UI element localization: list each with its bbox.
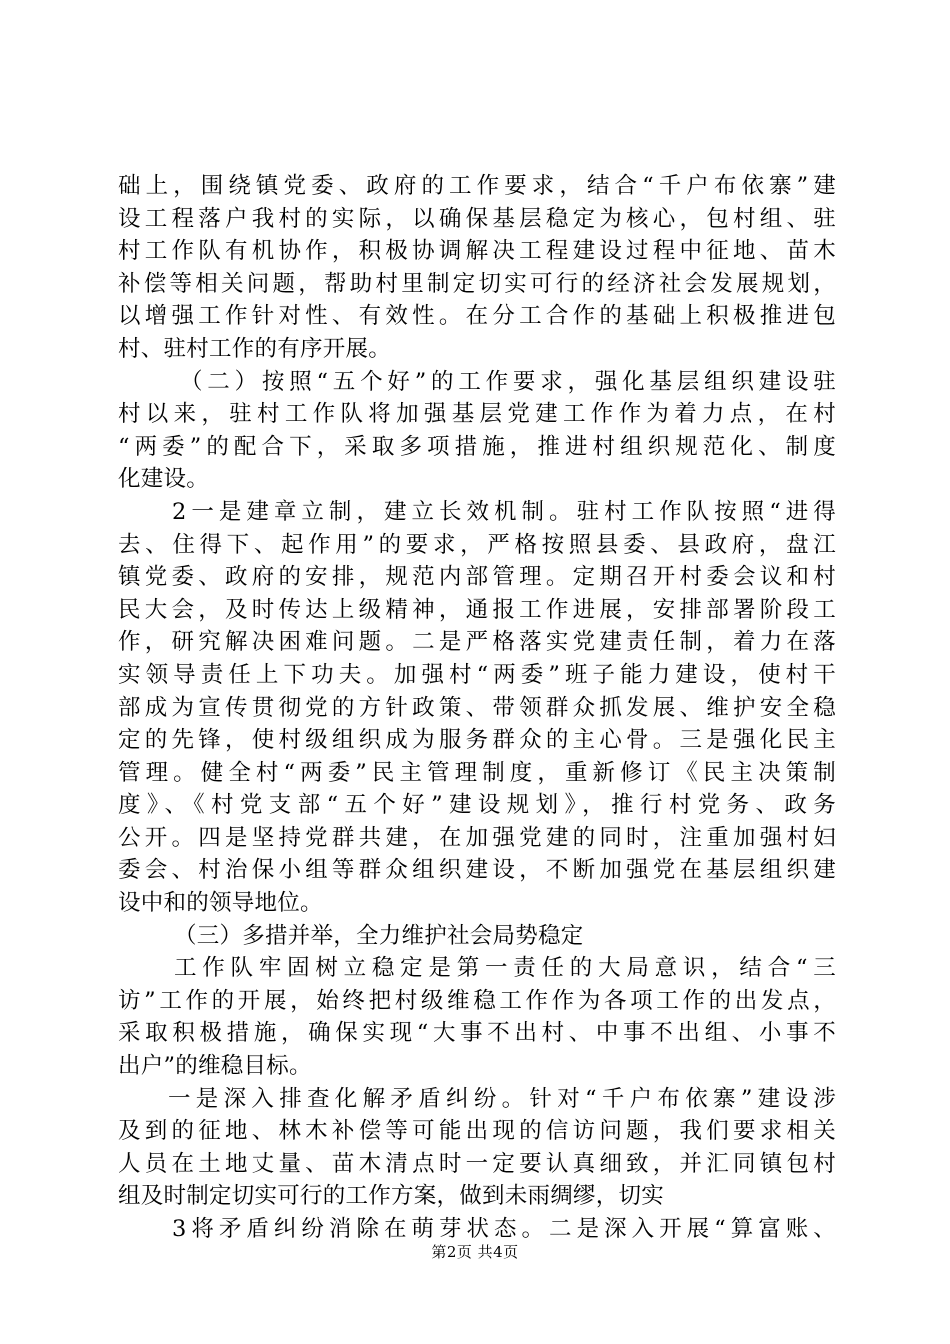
text-line: 础上，围绕镇党委、政府的工作要求，结合“千户布依寨”建 [118,173,836,199]
text-line: 村以来，驻村工作队将加强基层党建工作作为着力点，在村 [118,401,836,428]
text-line: 委会、村治保小组等群众组织建设，不断加强党在基层组织建 [118,857,836,884]
text-line: 工作队牢固树立稳定是第一责任的大局意识，结合“三 [174,955,836,982]
page-footer: 第2页 共4页 [431,1243,519,1261]
text-line: 去、住得下、起作用”的要求，严格按照县委、县政府，盘江 [118,531,836,558]
text-line: 部成为宣传贯彻党的方针政策、带领群众抓发展、维护安全稳 [118,694,836,721]
text-line: 公开。四是坚持党群共建，在加强党建的同时，注重加强村妇 [118,824,836,851]
text-line: 组及时制定切实可行的工作方案，做到未雨绸缪，切实 [118,1183,665,1210]
text-line: 镇党委、政府的安排，规范内部管理。定期召开村委会议和村 [118,564,836,591]
text-line: 采取积极措施，确保实现“大事不出村、中事不出组、小事不 [118,1020,836,1047]
text-line: 民大会，及时传达上级精神，通报工作进展，安排部署阶段工 [118,596,836,623]
text-line: 访”工作的开展，始终把村级维稳工作作为各项工作的出发点， [118,987,836,1014]
text-line: 以增强工作针对性、有效性。在分工合作的基础上积极推进包 [118,303,836,330]
text-line: 村、驻村工作的有序开展。 [118,335,392,362]
text-line: 作，研究解决困难问题。二是严格落实党建责任制，着力在落 [118,629,836,656]
text-line: 设中和的领导地位。 [118,890,323,917]
text-line: 实领导责任上下功夫。加强村“两委”班子能力建设，使村干 [118,661,836,688]
text-line: 一是深入排查化解矛盾纠纷。针对“千户布依寨”建设涉 [168,1085,836,1112]
text-line: 定的先锋，使村级组织成为服务群众的主心骨。三是强化民主 [118,727,836,754]
text-line: 设工程落户我村的实际，以确保基层稳定为核心，包村组、驻 [118,205,836,232]
text-line: （三）多措并举，全力维护社会局势稳定 [174,922,584,949]
text-line: 2一是建章立制，建立长效机制。驻村工作队按照“进得 [172,498,836,525]
text-line: 出户”的维稳目标。 [118,1053,312,1080]
text-line: 补偿等相关问题，帮助村里制定切实可行的经济社会发展规划， [118,270,836,297]
text-line: 度》、《村党支部“五个好”建设规划》，推行村党务、政务 [118,792,836,819]
text-line: 人员在土地丈量、苗木清点时一定要认真细致，并汇同镇包村 [118,1150,836,1177]
text-line: “两委”的配合下，采取多项措施，推进村组织规范化、制度 [118,433,836,460]
text-line: （二）按照“五个好”的工作要求，强化基层组织建设驻 [180,368,836,395]
text-line: 村工作队有机协作，积极协调解决工程建设过程中征地、苗木 [118,238,836,265]
text-line: 管理。健全村“两委”民主管理制度，重新修订《民主决策制 [118,759,836,786]
text-line: 3将矛盾纠纷消除在萌芽状态。二是深入开展“算富账、 [172,1216,836,1242]
document-body [118,170,836,1246]
text-line: 化建设。 [118,466,210,493]
text-line: 及到的征地、林木补偿等可能出现的信访问题，我们要求相关 [118,1118,836,1145]
